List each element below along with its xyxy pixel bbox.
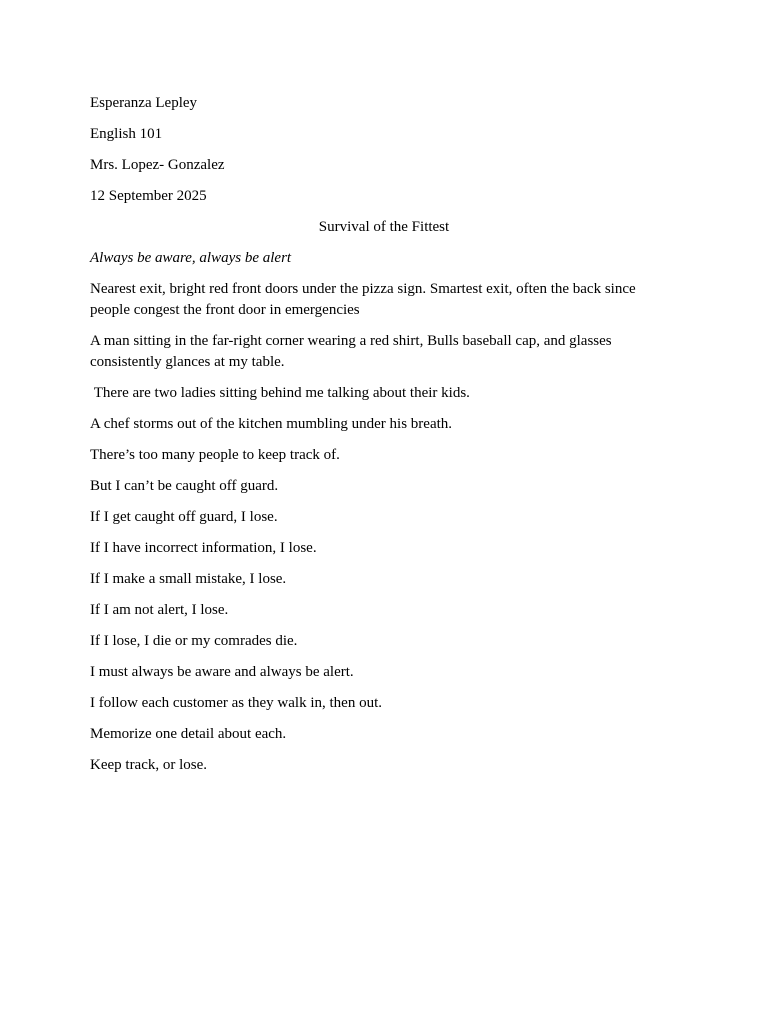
author-name: Esperanza Lepley: [90, 95, 198, 111]
paragraph: But I can’t be caught off guard.: [90, 478, 279, 494]
paragraph: There’s too many people to keep track of.: [90, 447, 340, 463]
paragraph: Keep track, or lose.: [90, 757, 208, 773]
paragraph: Memorize one detail about each.: [90, 726, 287, 742]
paragraph: I follow each customer as they walk in, then out.: [90, 695, 383, 711]
paragraph: A chef storms out of the kitchen mumbling under his breath.: [90, 416, 453, 432]
paragraph: If I get caught off guard, I lose.: [90, 509, 278, 525]
paragraph: A man sitting in the far-right corner wearing a red shirt, Bulls baseball cap, and glasses consistently glances at my table.: [90, 333, 612, 370]
course-name: English 101: [90, 126, 163, 142]
document-title: Survival of the Fittest: [318, 219, 450, 235]
paragraph: If I make a small mistake, I lose.: [90, 571, 287, 587]
paragraph: Nearest exit, bright red front doors under the pizza sign. Smartest exit, often the back since people congest the front door in emergencies: [90, 281, 636, 318]
paragraph: If I am not alert, I lose.: [90, 602, 229, 618]
document-body: [90, 93, 678, 786]
paragraph: If I have incorrect information, I lose.: [90, 540, 317, 556]
paragraph: If I lose, I die or my comrades die.: [90, 633, 298, 649]
paragraph: I must always be aware and always be alert.: [90, 664, 354, 680]
paragraph: There are two ladies sitting behind me talking about their kids.: [90, 385, 470, 401]
document-date: 12 September 2025: [90, 188, 207, 204]
document-subtitle: Always be aware, always be alert: [90, 250, 292, 266]
instructor-name: Mrs. Lopez- Gonzalez: [90, 157, 225, 173]
